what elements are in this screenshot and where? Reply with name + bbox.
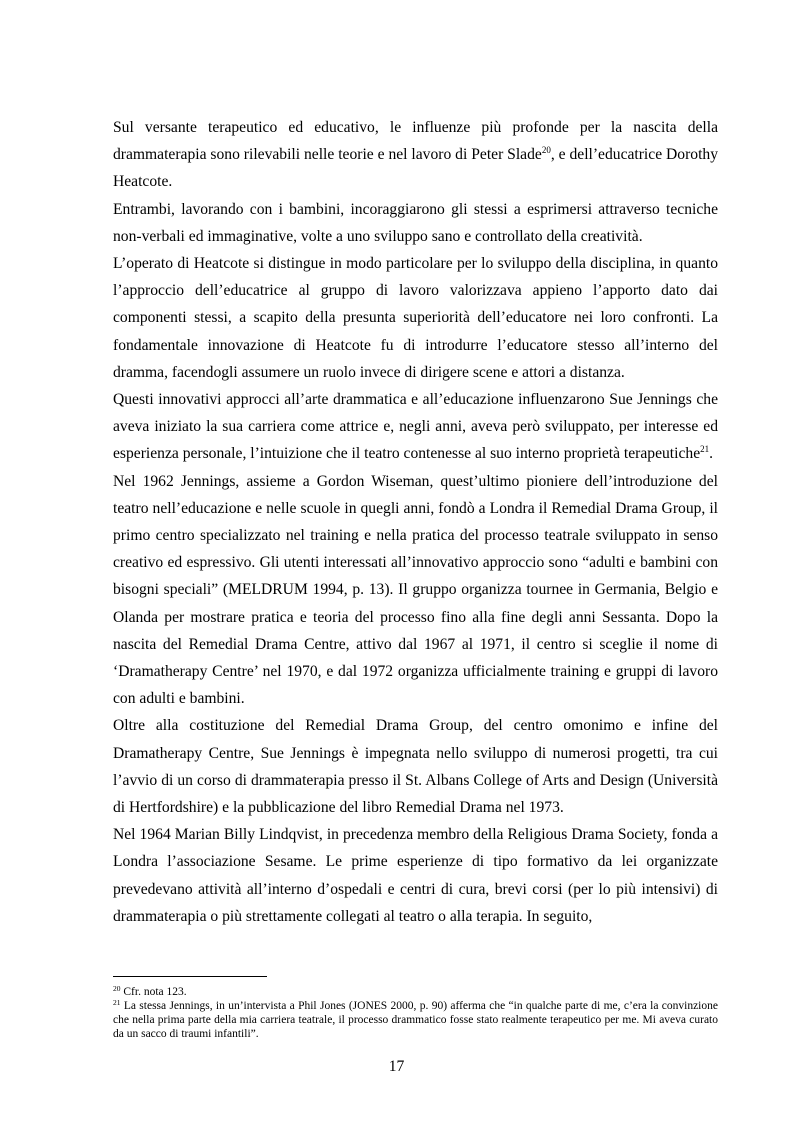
footnote-20 — [113, 985, 718, 999]
footnote-ref-20: 20 — [541, 145, 551, 156]
page-number: 17 — [388, 1058, 405, 1075]
footnote-number: 20 — [113, 984, 121, 993]
paragraph-1964-lindqvist: Nel 1964 Marian Billy Lindqvist, in precedenza membro della Religious Drama Society, fonda a Londra l’associazione Sesame. Le prime esperienze di tipo formativo da lei organizzate prevedevano attività all’interno d’ospedali e centri di cura, brevi corsi (per lo più intensivi) di drammaterapia o più strettamente collegati al teatro o alla terapia. In seguito, — [113, 826, 718, 925]
paragraph-sue-jennings: Questi innovativi approcci all’arte drammatica e all’educazione influenzarono Sue Jennings che aveva iniziato la sua carriera come attrice e, negli anni, aveva però sviluppato, per interesse ed esperienza personale, l’intuizione che il teatro contenesse al suo interno proprietà terapeutiche$^{21}$. — [113, 391, 718, 463]
paragraph-costituzione: Oltre alla costituzione del Remedial Drama Group, del centro omonimo e infine del Dramatherapy Centre, Sue Jennings è impegnata nello sviluppo di numerosi progetti, tra cui l’avvio di un corso di drammaterapia presso il St. Albans College of Arts and Design (Università di Hertfordshire) e la pubblicazione del libro Remedial Drama nel 1973. — [113, 717, 718, 817]
paragraph-1962-jennings: Nel 1962 Jennings, assieme a Gordon Wiseman, quest’ultimo pioniere dell’introduzione del teatro nell’educazione e nelle scuole in quegli anni, fondò a Londra il Remedial Drama Group, il primo centro specializzato nel training e nella pratica del processo teatrale sviluppato in senso creativo ed espressivo. Gli utenti interessati all’innovativo approccio sono “adulti e bambini con bisogni speciali” (MELDRUM 1994, p. 13). Il gruppo organizza tournee in Germania, Belgio e Olanda per mostrare pratica e teoria del processo fino alla fine degli anni Sessanta. Dopo la nascita del Remedial Drama Centre, attivo dal 1967 al 1971, il centro si sceglie il nome di ‘Dramatherapy Centre’ nel 1970, e dal 1972 organizza ufficialmente training e gruppi di lavoro con adulti e bambini. — [113, 472, 718, 708]
footnote-text: La stessa Jennings, in un’intervista a Phil Jones (JONES 2000, p. 90) afferma che “in qualche parte di me, c’era la convinzione che nella prima parte della mia carriera teatrale, il processo drammatico fosse stato realmente terapeutico per me. Mi aveva curato da un sacco di traumi infantili”. — [113, 1000, 718, 1040]
body-text — [113, 114, 718, 930]
paragraph-operato-heatcote: L’operato di Heatcote si distingue in modo particolare per lo sviluppo della disciplina, in quanto l’approccio dell’educatrice al gruppo di lavoro valorizzava appieno l’apporto dato dai componenti stessi, a scapito della presunta superiorità dell’educatore nei loro confronti. La fondamentale innovazione di Heatcote fu di introdurre l’educatore stesso all’interno del dramma, facendogli assumere un ruolo invece di dirigere scene e attori a distanza. — [113, 255, 718, 381]
footnote-number: 21 — [113, 998, 121, 1007]
footnotes — [113, 985, 718, 1041]
paragraph-slade-heatcote: Sul versante terapeutico ed educativo, le influenze più profonde per la nascita della drammaterapia sono rilevabili nelle teorie e nel lavoro di Peter Slade$^{20}$, e dell’educatrice Dorothy Heatcote. — [113, 119, 718, 191]
footnote-text: Cfr. nota 123. — [120, 986, 187, 998]
footnote-divider — [113, 976, 267, 977]
footnote-21 — [113, 999, 718, 1041]
paragraph-entrambi: Entrambi, lavorando con i bambini, incoraggiarono gli stessi a esprimersi attraverso tecniche non-verbali ed immaginative, volte a uno sviluppo sano e controllato della creatività. — [113, 200, 718, 245]
footnote-ref-21: 21 — [700, 444, 710, 455]
